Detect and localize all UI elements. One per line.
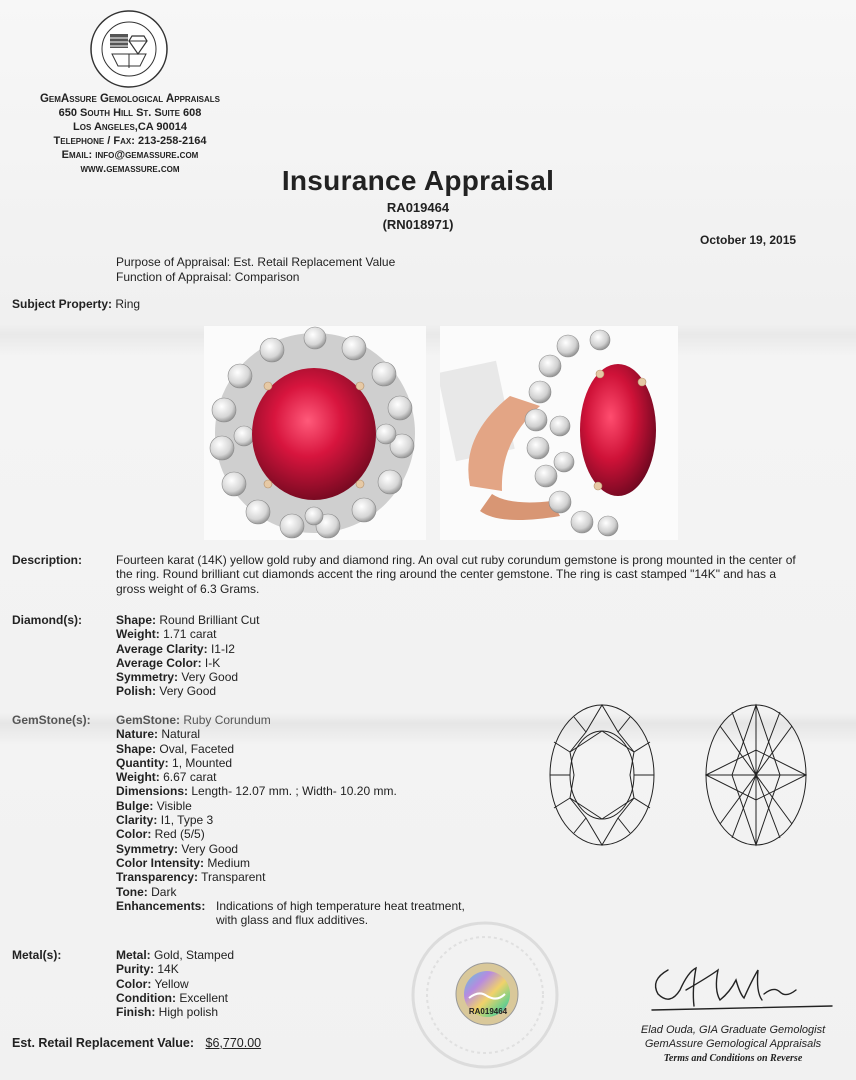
gemstone-weight: Weight: 6.67 carat xyxy=(116,770,217,785)
company-website: www.gemassure.com xyxy=(80,163,180,175)
hologram-sticker-icon xyxy=(455,962,519,1026)
description-text xyxy=(116,553,851,596)
terms-note: Terms and Conditions on Reverse xyxy=(663,1053,803,1064)
metal-details xyxy=(116,948,234,1019)
subject-property-value: Ring xyxy=(115,297,141,311)
signatory-company: GemAssure Gemological Appraisals xyxy=(644,1038,822,1050)
description-label: Description: xyxy=(12,553,83,567)
retail-value xyxy=(12,1036,261,1050)
metal-color: Color: Yellow xyxy=(116,976,189,991)
description-line: Fourteen karat (14K) yellow gold ruby and diamond ring. An oval cut ruby corundum gemstone is prong mounted in the center of xyxy=(116,553,796,567)
diamonds-details xyxy=(116,613,259,699)
subject-property-label: Subject Property: xyxy=(12,297,113,311)
retail-value-amount: $6,770.00 xyxy=(205,1036,262,1050)
appraisal-date: October 19, 2015 xyxy=(700,233,797,247)
diamond-shape: Shape: Round Brilliant Cut xyxy=(116,613,260,627)
company-address2: Los Angeles,CA 90014 xyxy=(73,121,187,133)
retail-value-label: Est. Retail Replacement Value: xyxy=(12,1036,195,1050)
gemstone-transparency: Transparency: Transparent xyxy=(116,870,266,885)
gemstone-quantity: Quantity: 1, Mounted xyxy=(116,755,233,770)
gemstones-label: GemStone(s): xyxy=(12,713,91,727)
gemstone-details xyxy=(116,713,397,899)
enhancements-text: Indications of high temperature heat treatment, with glass and flux additives. xyxy=(216,899,465,928)
ring-front-photo xyxy=(204,326,426,540)
gemstone-tone: Tone: Dark xyxy=(116,884,177,899)
signature-mark xyxy=(640,950,840,1020)
ring-side-photo xyxy=(440,326,678,540)
diamond-symmetry: Symmetry: Very Good xyxy=(116,670,239,685)
gemstone-color: Color: Red (5/5) xyxy=(116,827,205,842)
description-line: gross weight of 6.3 Grams. xyxy=(116,581,260,596)
company-email: Email: info@gemassure.com xyxy=(61,149,199,161)
company-address1: 650 South Hill St. Suite 608 xyxy=(58,107,202,119)
diamond-polish: Polish: Very Good xyxy=(116,684,217,699)
diamond-clarity: Average Clarity: I1-I2 xyxy=(116,641,235,656)
gemstone-type: GemStone: Ruby Corundum xyxy=(116,713,271,727)
signatory-name: Elad Ouda, GIA Graduate Gemologist xyxy=(640,1024,826,1036)
function-of-appraisal: Function of Appraisal: Comparison xyxy=(116,270,300,284)
gemstone-clarity: Clarity: I1, Type 3 xyxy=(116,813,214,828)
company-header xyxy=(0,92,260,176)
reference-number: (RN018971) xyxy=(382,217,454,232)
gemstone-shape: Shape: Oval, Faceted xyxy=(116,741,235,756)
appraisal-number: RA019464 xyxy=(386,200,450,215)
oval-crown-diagram-icon xyxy=(546,702,658,848)
diamonds-label: Diamond(s): xyxy=(12,613,82,627)
gemstone-symmetry: Symmetry: Very Good xyxy=(116,841,239,856)
metal-condition: Condition: Excellent xyxy=(116,990,229,1005)
company-seal-icon xyxy=(88,8,170,90)
diamond-color: Average Color: I-K xyxy=(116,655,221,670)
metal-type: Metal: Gold, Stamped xyxy=(116,948,235,962)
hologram-number: RA019464 xyxy=(468,1007,508,1016)
gemstone-nature: Nature: Natural xyxy=(116,727,201,742)
company-name: GemAssure Gemological Appraisals xyxy=(39,93,221,105)
metals-label: Metal(s): xyxy=(12,948,62,962)
gemstone-dimensions: Dimensions: Length- 12.07 mm. ; Width- 10.20 mm. xyxy=(116,784,397,799)
subject-property xyxy=(12,297,140,311)
company-phone: Telephone / Fax: 213-258-2164 xyxy=(53,135,207,147)
gemstone-bulge: Bulge: Visible xyxy=(116,798,192,813)
document-title: Insurance Appraisal xyxy=(281,165,555,196)
metal-purity: Purity: 14K xyxy=(116,962,179,977)
gemstone-color-intensity: Color Intensity: Medium xyxy=(116,855,251,870)
diamond-weight: Weight: 1.71 carat xyxy=(116,627,217,642)
enhancements-label: Enhancements: xyxy=(116,899,206,913)
metal-finish: Finish: High polish xyxy=(116,1005,219,1020)
oval-pavilion-diagram-icon xyxy=(702,702,810,848)
purpose-of-appraisal: Purpose of Appraisal: Est. Retail Replacement Value xyxy=(116,255,396,269)
description-line: the ring. Round brilliant cut diamonds accent the ring around the center gemstone. The ring is cast stamped "14K" and has a xyxy=(116,567,777,582)
